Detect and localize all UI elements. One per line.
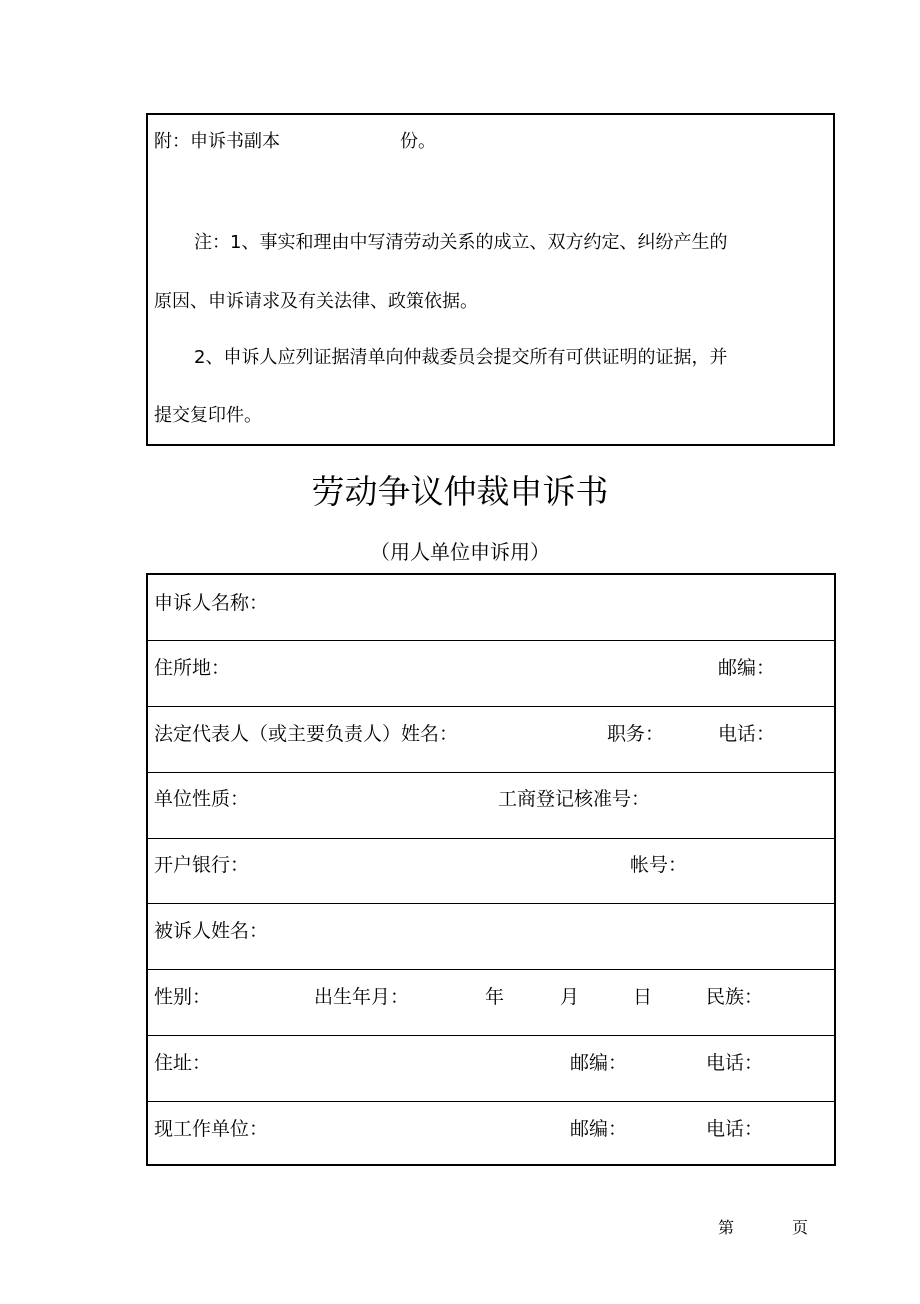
attachment-label: 附：申诉书副本 [154, 131, 280, 152]
applicant-name-field[interactable]: 申诉人名称： [154, 592, 269, 614]
form-row-address [148, 1036, 834, 1102]
work-phone-field[interactable]: 电话： [706, 1118, 764, 1140]
form-row-respondent [148, 904, 834, 970]
form-row-unit [148, 773, 834, 839]
birth-field[interactable]: 出生年月： [314, 986, 410, 1008]
work-postcode-field[interactable]: 邮编： [570, 1118, 628, 1140]
page-number-prefix: 第 [718, 1218, 735, 1237]
business-reg-field[interactable]: 工商登记核准号： [498, 788, 651, 810]
postcode-field[interactable]: 邮编： [718, 657, 776, 679]
form-row-residence [148, 641, 834, 707]
bank-field[interactable]: 开户银行： [154, 854, 250, 876]
respondent-name-field[interactable]: 被诉人姓名： [154, 920, 269, 942]
residence-field[interactable]: 住所地： [154, 657, 231, 679]
birth-day-label: 日 [633, 986, 653, 1008]
page-number-suffix: 页 [792, 1218, 809, 1237]
copies-label: 份。 [400, 131, 436, 152]
notes-box [146, 113, 835, 446]
page-title: 劳动争议仲裁申诉书 [311, 472, 609, 511]
note2-line1: 2、申诉人应列证据清单向仲裁委员会提交所有可供证明的证据，并 [194, 347, 728, 368]
birth-year-label: 年 [485, 986, 505, 1008]
form-row-work [148, 1102, 834, 1168]
page-subtitle: （用人单位申诉用） [370, 540, 550, 564]
note1-line1: 注：1、事实和理由中写清劳动关系的成立、双方约定、纠纷产生的 [194, 232, 728, 253]
account-field[interactable]: 帐号： [630, 854, 688, 876]
unit-nature-field[interactable]: 单位性质： [154, 788, 250, 810]
phone-field[interactable]: 电话： [718, 723, 776, 745]
form-row-bank [148, 838, 834, 904]
form-row-legal-rep [148, 707, 834, 773]
gender-field[interactable]: 性别： [154, 986, 212, 1008]
current-work-field[interactable]: 现工作单位： [154, 1118, 269, 1140]
address-phone-field[interactable]: 电话： [706, 1052, 764, 1074]
birth-month-label: 月 [560, 986, 580, 1008]
address-postcode-field[interactable]: 邮编： [570, 1052, 628, 1074]
address-field[interactable]: 住址： [154, 1052, 212, 1074]
note2-line2: 提交复印件。 [154, 405, 262, 426]
legal-rep-field[interactable]: 法定代表人（或主要负责人）姓名： [154, 723, 459, 745]
form-row-applicant [148, 575, 834, 641]
note1-line2: 原因、申诉请求及有关法律、政策依据。 [154, 291, 478, 312]
application-form [146, 573, 836, 1166]
ethnicity-field[interactable]: 民族： [706, 986, 764, 1008]
position-field[interactable]: 职务： [607, 723, 665, 745]
form-row-personal [148, 970, 834, 1036]
